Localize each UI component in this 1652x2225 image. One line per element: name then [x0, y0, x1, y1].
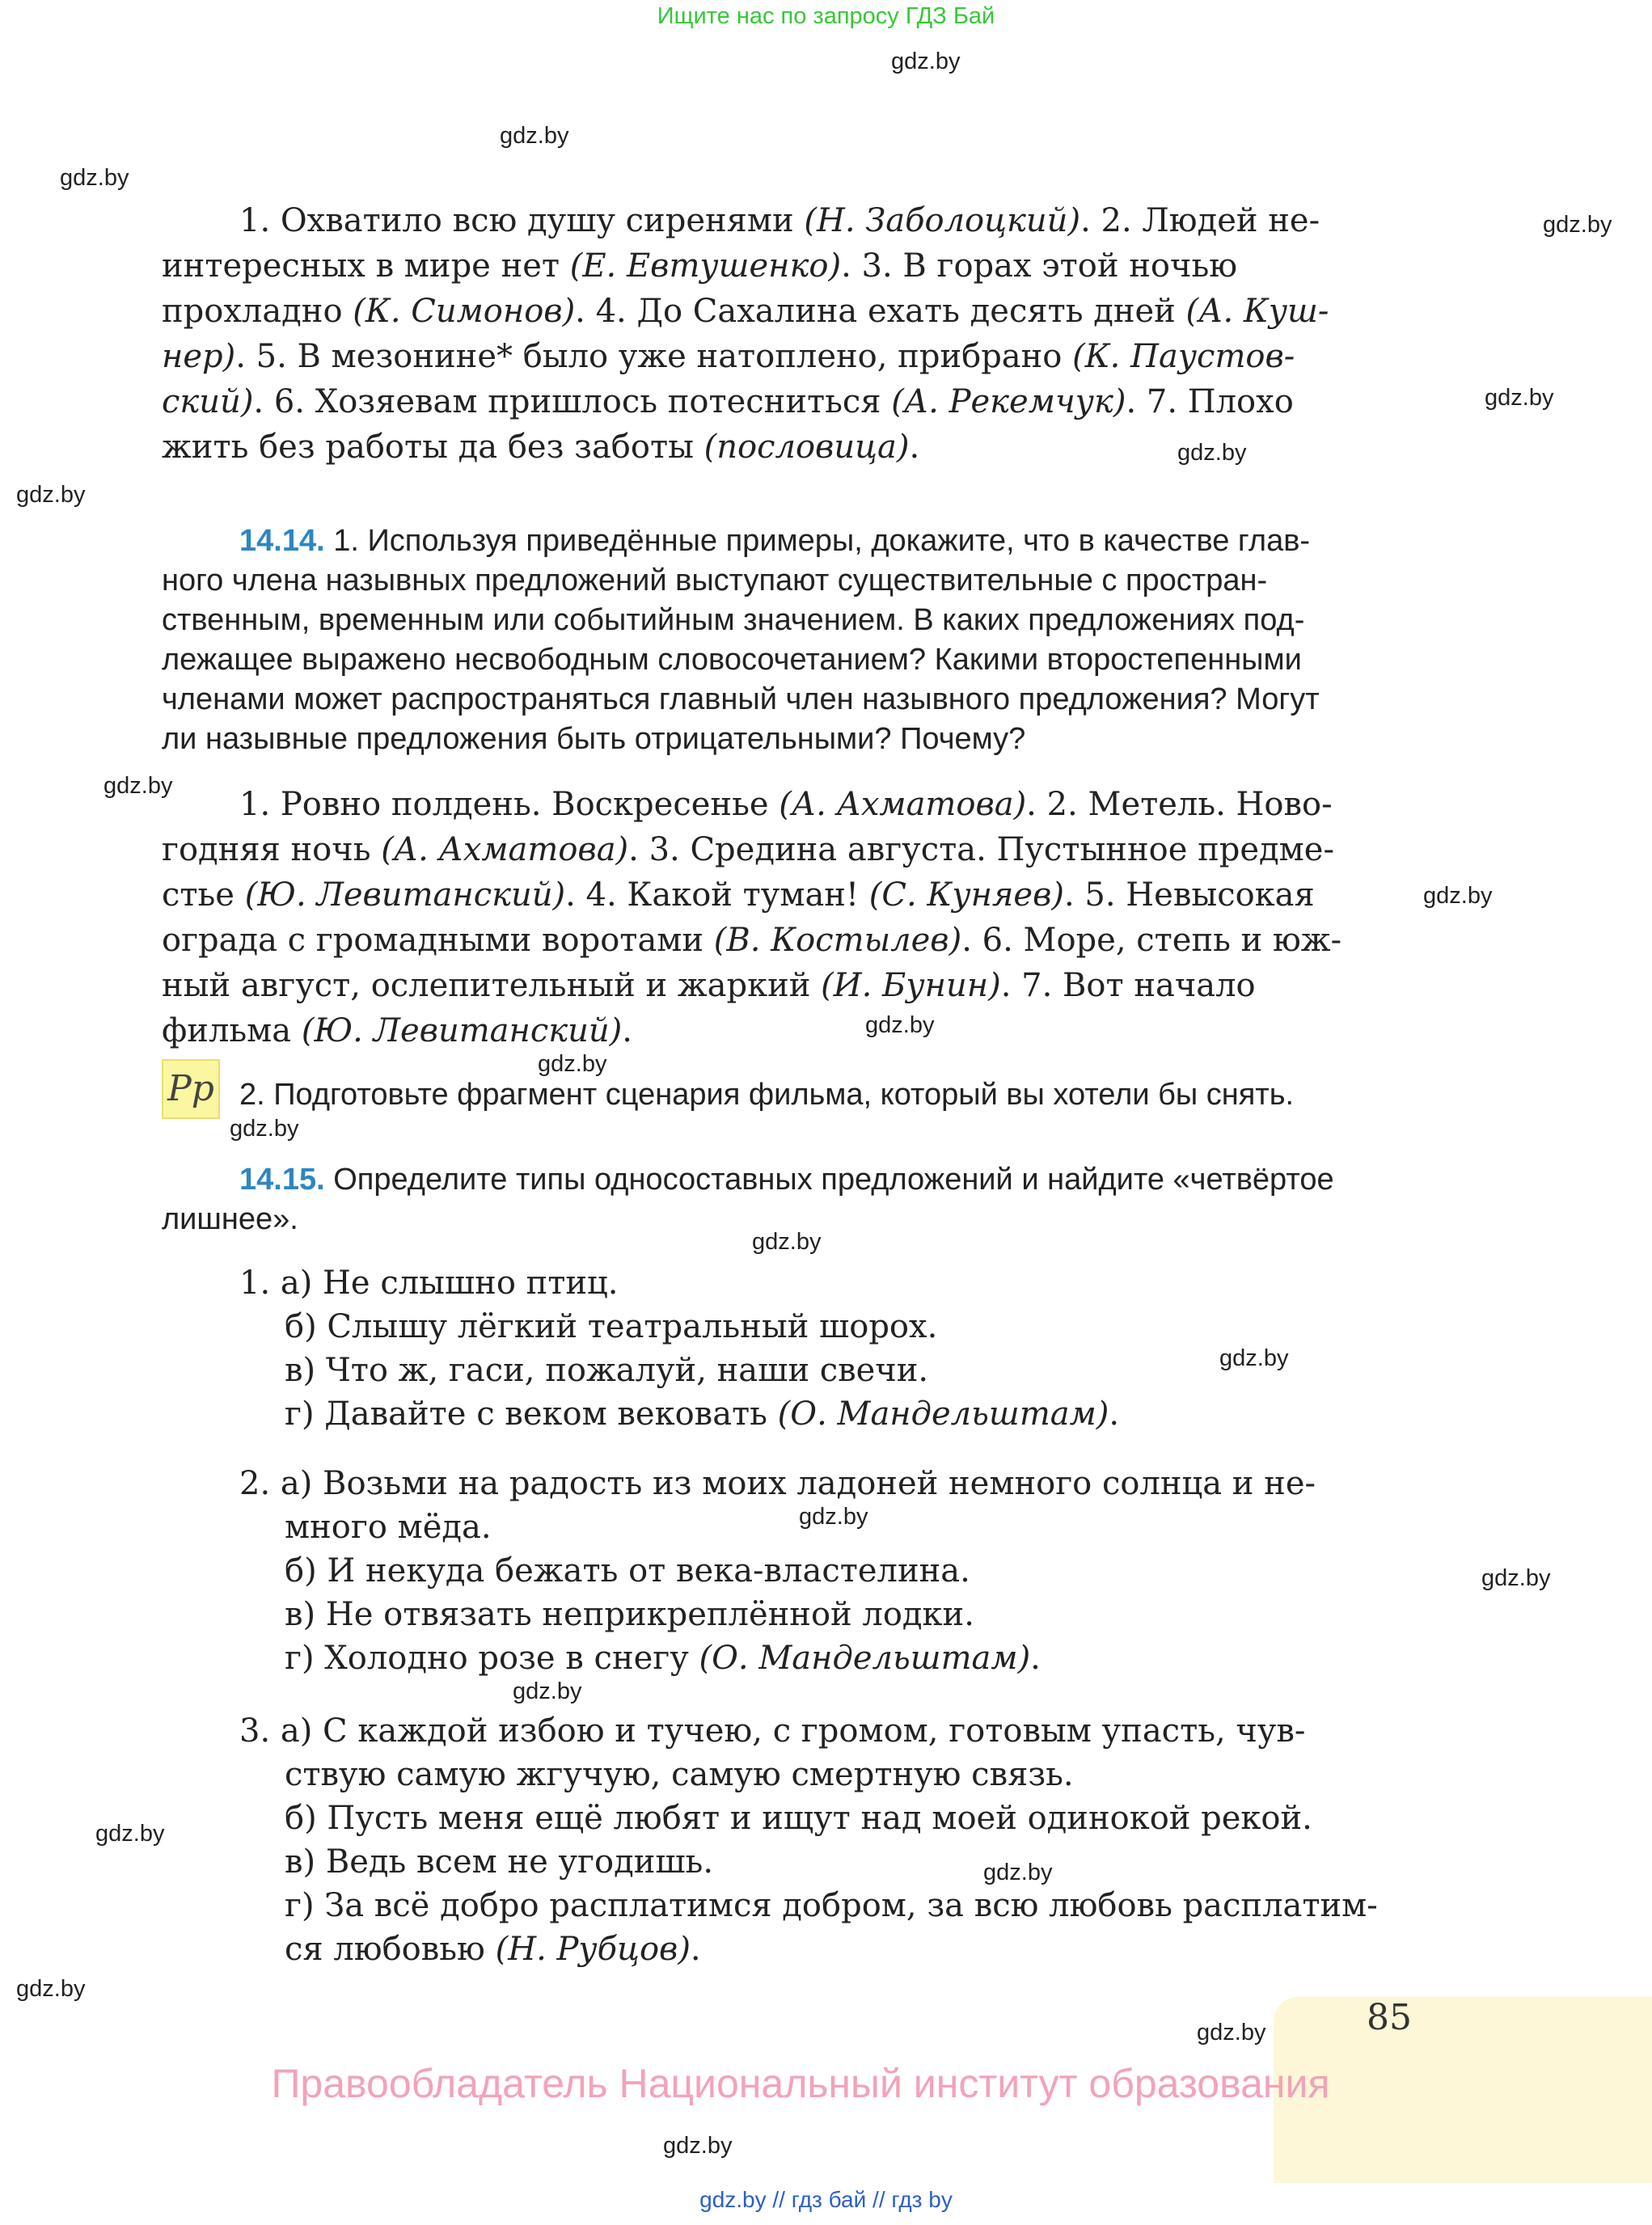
watermark: gdz.by — [1219, 1345, 1289, 1371]
task-line: лежащее выражено несвободным словосочетанием? Какими второстепенными — [162, 643, 1302, 677]
task-line: 14.15. Определите типы односоставных предложений и найдите «четвёртое — [239, 1163, 1334, 1197]
text-line: 1. Охватило всю душу сиренями (Н. Заболоцкий). 2. Людей не- — [239, 202, 1320, 239]
watermark: gdz.by — [538, 1051, 607, 1077]
task-line: членами может распространяться главный член назывного предложения? Могут — [162, 682, 1320, 716]
text-line: много мёда. — [285, 1509, 492, 1546]
text-line: в) Что ж, гаси, пожалуй, наши свечи. — [285, 1352, 929, 1389]
watermark: gdz.by — [799, 1504, 868, 1530]
text-line: 1. Ровно полдень. Воскресенье (А. Ахматова). 2. Метель. Ново- — [239, 786, 1333, 823]
text-line: ный август, ослепительный и жаркий (И. Бунин). 7. Вот начало — [162, 967, 1256, 1004]
text-line: 1. а) Не слышно птиц. — [239, 1264, 619, 1302]
task-line: ли назывные предложения быть отрицательными? Почему? — [162, 722, 1026, 756]
watermark: gdz.by — [104, 773, 173, 799]
text-line: ский). 6. Хозяевам пришлось потесниться (А. Рекемчук). 7. Плохо — [162, 383, 1294, 420]
task-line: 14.14. 1. Используя приведённые примеры, докажите, что в качестве глав- — [239, 524, 1311, 558]
text-line: ствую самую жгучую, самую смертную связь. — [285, 1756, 1074, 1793]
text-line: г) Давайте с веком вековать (О. Мандельштам). — [285, 1395, 1120, 1433]
watermark: gdz.by — [1197, 2020, 1266, 2046]
watermark: gdz.by — [1177, 440, 1247, 466]
task-line: лишнее». — [162, 1202, 298, 1236]
watermark: gdz.by — [1543, 212, 1612, 238]
text-line: ограда с громадными воротами (В. Костылев). 6. Море, степь и юж- — [162, 922, 1342, 959]
task-line: 2. Подготовьте фрагмент сценария фильма, который вы хотели бы снять. — [239, 1078, 1295, 1112]
watermark: gdz.by — [16, 482, 86, 508]
watermark: gdz.by — [500, 123, 569, 149]
watermark: gdz.by — [230, 1116, 299, 1142]
speech-development-icon: Pp — [162, 1059, 220, 1119]
copyright-notice: Правообладатель Национальный институт образования — [271, 2061, 1330, 2106]
top-banner: Ищите нас по запросу ГДЗ Бай — [657, 3, 995, 29]
footer-links: gdz.by // гдз бай // гдз by — [699, 2187, 953, 2212]
text-line: в) Не отвязать неприкреплённой лодки. — [285, 1596, 974, 1633]
task-line: ственным, временным или событийным значением. В каких предложениях под- — [162, 603, 1305, 637]
text-line: фильма (Ю. Левитанский). — [162, 1012, 632, 1049]
text-line: нер). 5. В мезонине* было уже натоплено, прибрано (К. Паустов- — [162, 338, 1295, 375]
watermark: gdz.by — [891, 49, 961, 74]
text-line: г) За всё добро расплатимся добром, за всю любовь расплатим- — [285, 1887, 1378, 1924]
text-line: 2. а) Возьми на радость из моих ладоней немного солнца и не- — [239, 1465, 1316, 1502]
watermark: gdz.by — [752, 1229, 822, 1255]
page-number: 85 — [1367, 1997, 1412, 2038]
text-line: г) Холодно розе в снегу (О. Мандельштам). — [285, 1640, 1041, 1677]
text-line: 3. а) С каждой избою и тучею, с громом, готовым упасть, чув- — [239, 1712, 1306, 1750]
text-line: б) И некуда бежать от века-властелина. — [285, 1552, 970, 1590]
watermark: gdz.by — [95, 1821, 165, 1847]
task-line: ного члена назывных предложений выступают существительные с простран- — [162, 564, 1268, 597]
watermark: gdz.by — [1481, 1565, 1551, 1591]
watermark: gdz.by — [663, 2133, 733, 2159]
text-line: интересных в мире нет (Е. Евтушенко). 3. В горах этой ночью — [162, 247, 1238, 285]
text-line: жить без работы да без заботы (пословица). — [162, 429, 920, 466]
text-line: стье (Ю. Левитанский). 4. Какой туман! (С. Куняев). 5. Невысокая — [162, 876, 1315, 914]
text-line: прохладно (К. Симонов). 4. До Сахалина ехать десять дней (А. Куш- — [162, 293, 1329, 330]
text-line: б) Пусть меня ещё любят и ищут над моей одинокой рекой. — [285, 1800, 1312, 1837]
exercise-number: 14.15. — [239, 1163, 325, 1197]
text-line: в) Ведь всем не угодишь. — [285, 1843, 714, 1881]
watermark: gdz.by — [513, 1678, 582, 1704]
watermark: gdz.by — [865, 1012, 935, 1038]
text-line: ся любовью (Н. Рубцов). — [285, 1931, 701, 1968]
watermark: gdz.by — [983, 1860, 1053, 1885]
watermark: gdz.by — [16, 1976, 86, 2002]
exercise-number: 14.14. — [239, 524, 325, 558]
text-line: годняя ночь (А. Ахматова). 3. Средина августа. Пустынное предме- — [162, 831, 1334, 868]
text-line: б) Слышу лёгкий театральный шорох. — [285, 1308, 938, 1345]
watermark: gdz.by — [60, 165, 129, 191]
watermark: gdz.by — [1423, 883, 1493, 909]
watermark: gdz.by — [1485, 385, 1554, 411]
